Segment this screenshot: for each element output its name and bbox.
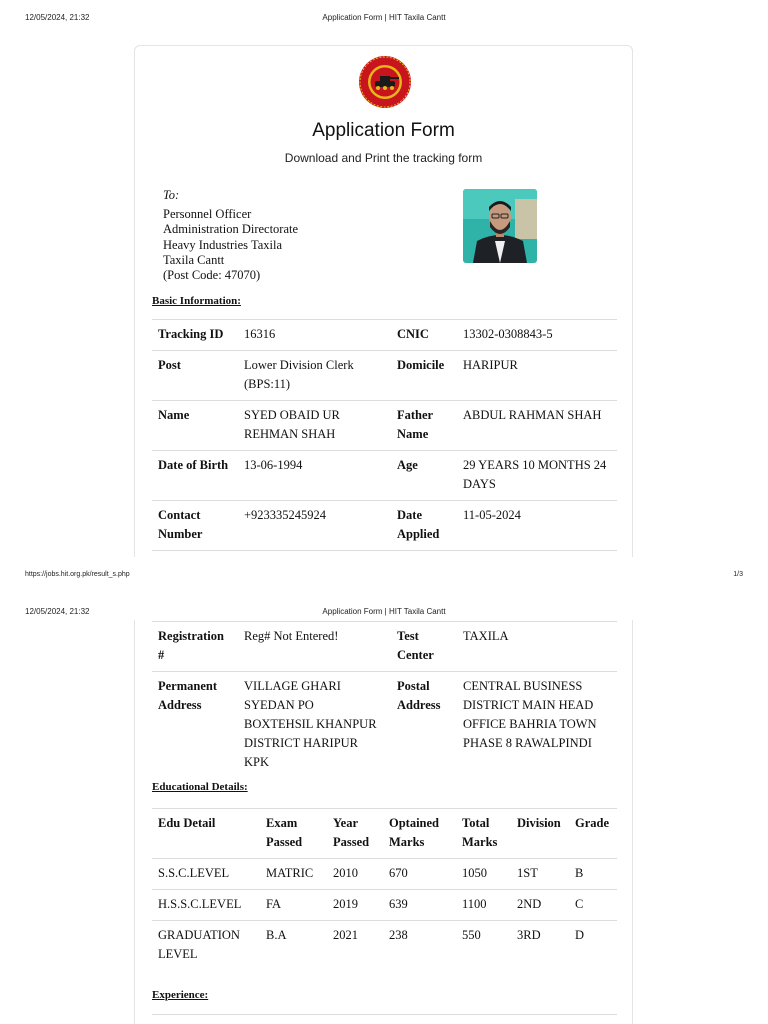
value-cell: SYED OBAID UR REHMAN SHAH — [238, 401, 391, 451]
hit-logo-icon — [358, 55, 412, 109]
basic-info-heading: Basic Information: — [152, 295, 241, 307]
value-cell: HARIPUR — [457, 351, 617, 401]
label-cell: Age — [391, 451, 457, 501]
cell: 1ST — [511, 859, 569, 890]
educational-details-heading: Educational Details: — [152, 781, 248, 793]
table-row — [152, 320, 617, 351]
basic-info-table-continued — [152, 621, 617, 778]
label-cell: Post — [152, 351, 238, 401]
label-cell: Name — [152, 401, 238, 451]
application-form-card-continued — [134, 620, 633, 1024]
cell: 1100 — [456, 890, 511, 921]
application-form-card — [134, 45, 633, 557]
cell: B.A — [260, 921, 327, 971]
table-row — [152, 622, 617, 672]
table-row — [152, 401, 617, 451]
value-cell: VILLAGE GHARI SYEDAN PO BOXTEHSIL KHANPUR DISTRICT HARIPUR KPK — [238, 672, 391, 779]
value-cell: 29 YEARS 10 MONTHS 24 DAYS — [457, 451, 617, 501]
to-line: (Post Code: 47070) — [163, 268, 261, 283]
cell: FA — [260, 890, 327, 921]
cell: H.S.S.C.LEVEL — [152, 890, 260, 921]
label-cell: Postal Address — [391, 672, 457, 779]
basic-info-table — [152, 319, 617, 550]
column-header: Division — [511, 809, 569, 859]
value-cell: TAXILA — [457, 622, 617, 672]
value-cell: 11-05-2024 — [457, 501, 617, 551]
label-cell: Contact Number — [152, 501, 238, 551]
to-line: Heavy Industries Taxila — [163, 237, 283, 252]
label-cell: Domicile — [391, 351, 457, 401]
cell: 2010 — [327, 859, 383, 890]
print-page-number: 1/3 — [733, 571, 743, 578]
cell: 639 — [383, 890, 456, 921]
to-line: Taxila Cantt — [163, 252, 225, 267]
table-row — [152, 890, 617, 921]
value-cell: 13-06-1994 — [238, 451, 391, 501]
cell: B — [569, 859, 617, 890]
value-cell: Lower Division Clerk (BPS:11) — [238, 351, 391, 401]
cell: MATRIC — [260, 859, 327, 890]
print-datetime: 12/05/2024, 21:32 — [25, 607, 90, 616]
cell: D — [569, 921, 617, 971]
page-subtitle: Download and Print the tracking form — [284, 151, 483, 165]
label-cell: Registration # — [152, 622, 238, 672]
column-header: Edu Detail — [152, 809, 260, 859]
table-header-row — [152, 809, 617, 859]
column-header: Total Marks — [456, 809, 511, 859]
label-cell: Date Applied — [391, 501, 457, 551]
label-cell: Test Center — [391, 622, 457, 672]
cell: 2ND — [511, 890, 569, 921]
column-header: Exam Passed — [260, 809, 327, 859]
table-row — [152, 451, 617, 501]
cell: 238 — [383, 921, 456, 971]
to-label: To: — [163, 188, 180, 202]
print-url: https://jobs.hit.org.pk/result_s.php — [25, 571, 130, 578]
label-cell: Permanent Address — [152, 672, 238, 779]
value-cell: ABDUL RAHMAN SHAH — [457, 401, 617, 451]
column-header: Grade — [569, 809, 617, 859]
table-row — [152, 351, 617, 401]
cell: GRADUATION LEVEL — [152, 921, 260, 971]
page-title: Application Form — [312, 120, 455, 141]
to-line: Administration Directorate — [163, 222, 299, 237]
print-header — [0, 13, 768, 29]
column-header: Optained Marks — [383, 809, 456, 859]
table-row — [152, 672, 617, 779]
experience-heading: Experience: — [152, 989, 209, 1001]
value-cell: 13302-0308843-5 — [457, 320, 617, 351]
cell: 2021 — [327, 921, 383, 971]
applicant-photo — [463, 189, 537, 263]
table-divider — [152, 550, 617, 551]
cell: 3RD — [511, 921, 569, 971]
value-cell: Reg# Not Entered! — [238, 622, 391, 672]
cell: 670 — [383, 859, 456, 890]
table-row — [152, 921, 617, 971]
print-title: Application Form | HIT Taxila Cantt — [322, 607, 446, 616]
print-datetime: 12/05/2024, 21:32 — [25, 13, 90, 22]
label-cell: Tracking ID — [152, 320, 238, 351]
to-line: Personnel Officer — [163, 207, 252, 222]
value-cell: +923335245924 — [238, 501, 391, 551]
value-cell: 16316 — [238, 320, 391, 351]
print-title: Application Form | HIT Taxila Cantt — [322, 13, 446, 22]
label-cell: CNIC — [391, 320, 457, 351]
table-divider — [152, 1014, 617, 1015]
cell: C — [569, 890, 617, 921]
cell: 1050 — [456, 859, 511, 890]
label-cell: Date of Birth — [152, 451, 238, 501]
label-cell: Father Name — [391, 401, 457, 451]
value-cell: CENTRAL BUSINESS DISTRICT MAIN HEAD OFFICE BAHRIA TOWN PHASE 8 RAWALPINDI — [457, 672, 617, 779]
cell: 550 — [456, 921, 511, 971]
table-row — [152, 859, 617, 890]
column-header: Year Passed — [327, 809, 383, 859]
table-row — [152, 501, 617, 551]
cell: S.S.C.LEVEL — [152, 859, 260, 890]
print-footer — [0, 571, 768, 583]
educational-details-table — [152, 808, 617, 970]
cell: 2019 — [327, 890, 383, 921]
address-to-block — [163, 188, 298, 283]
